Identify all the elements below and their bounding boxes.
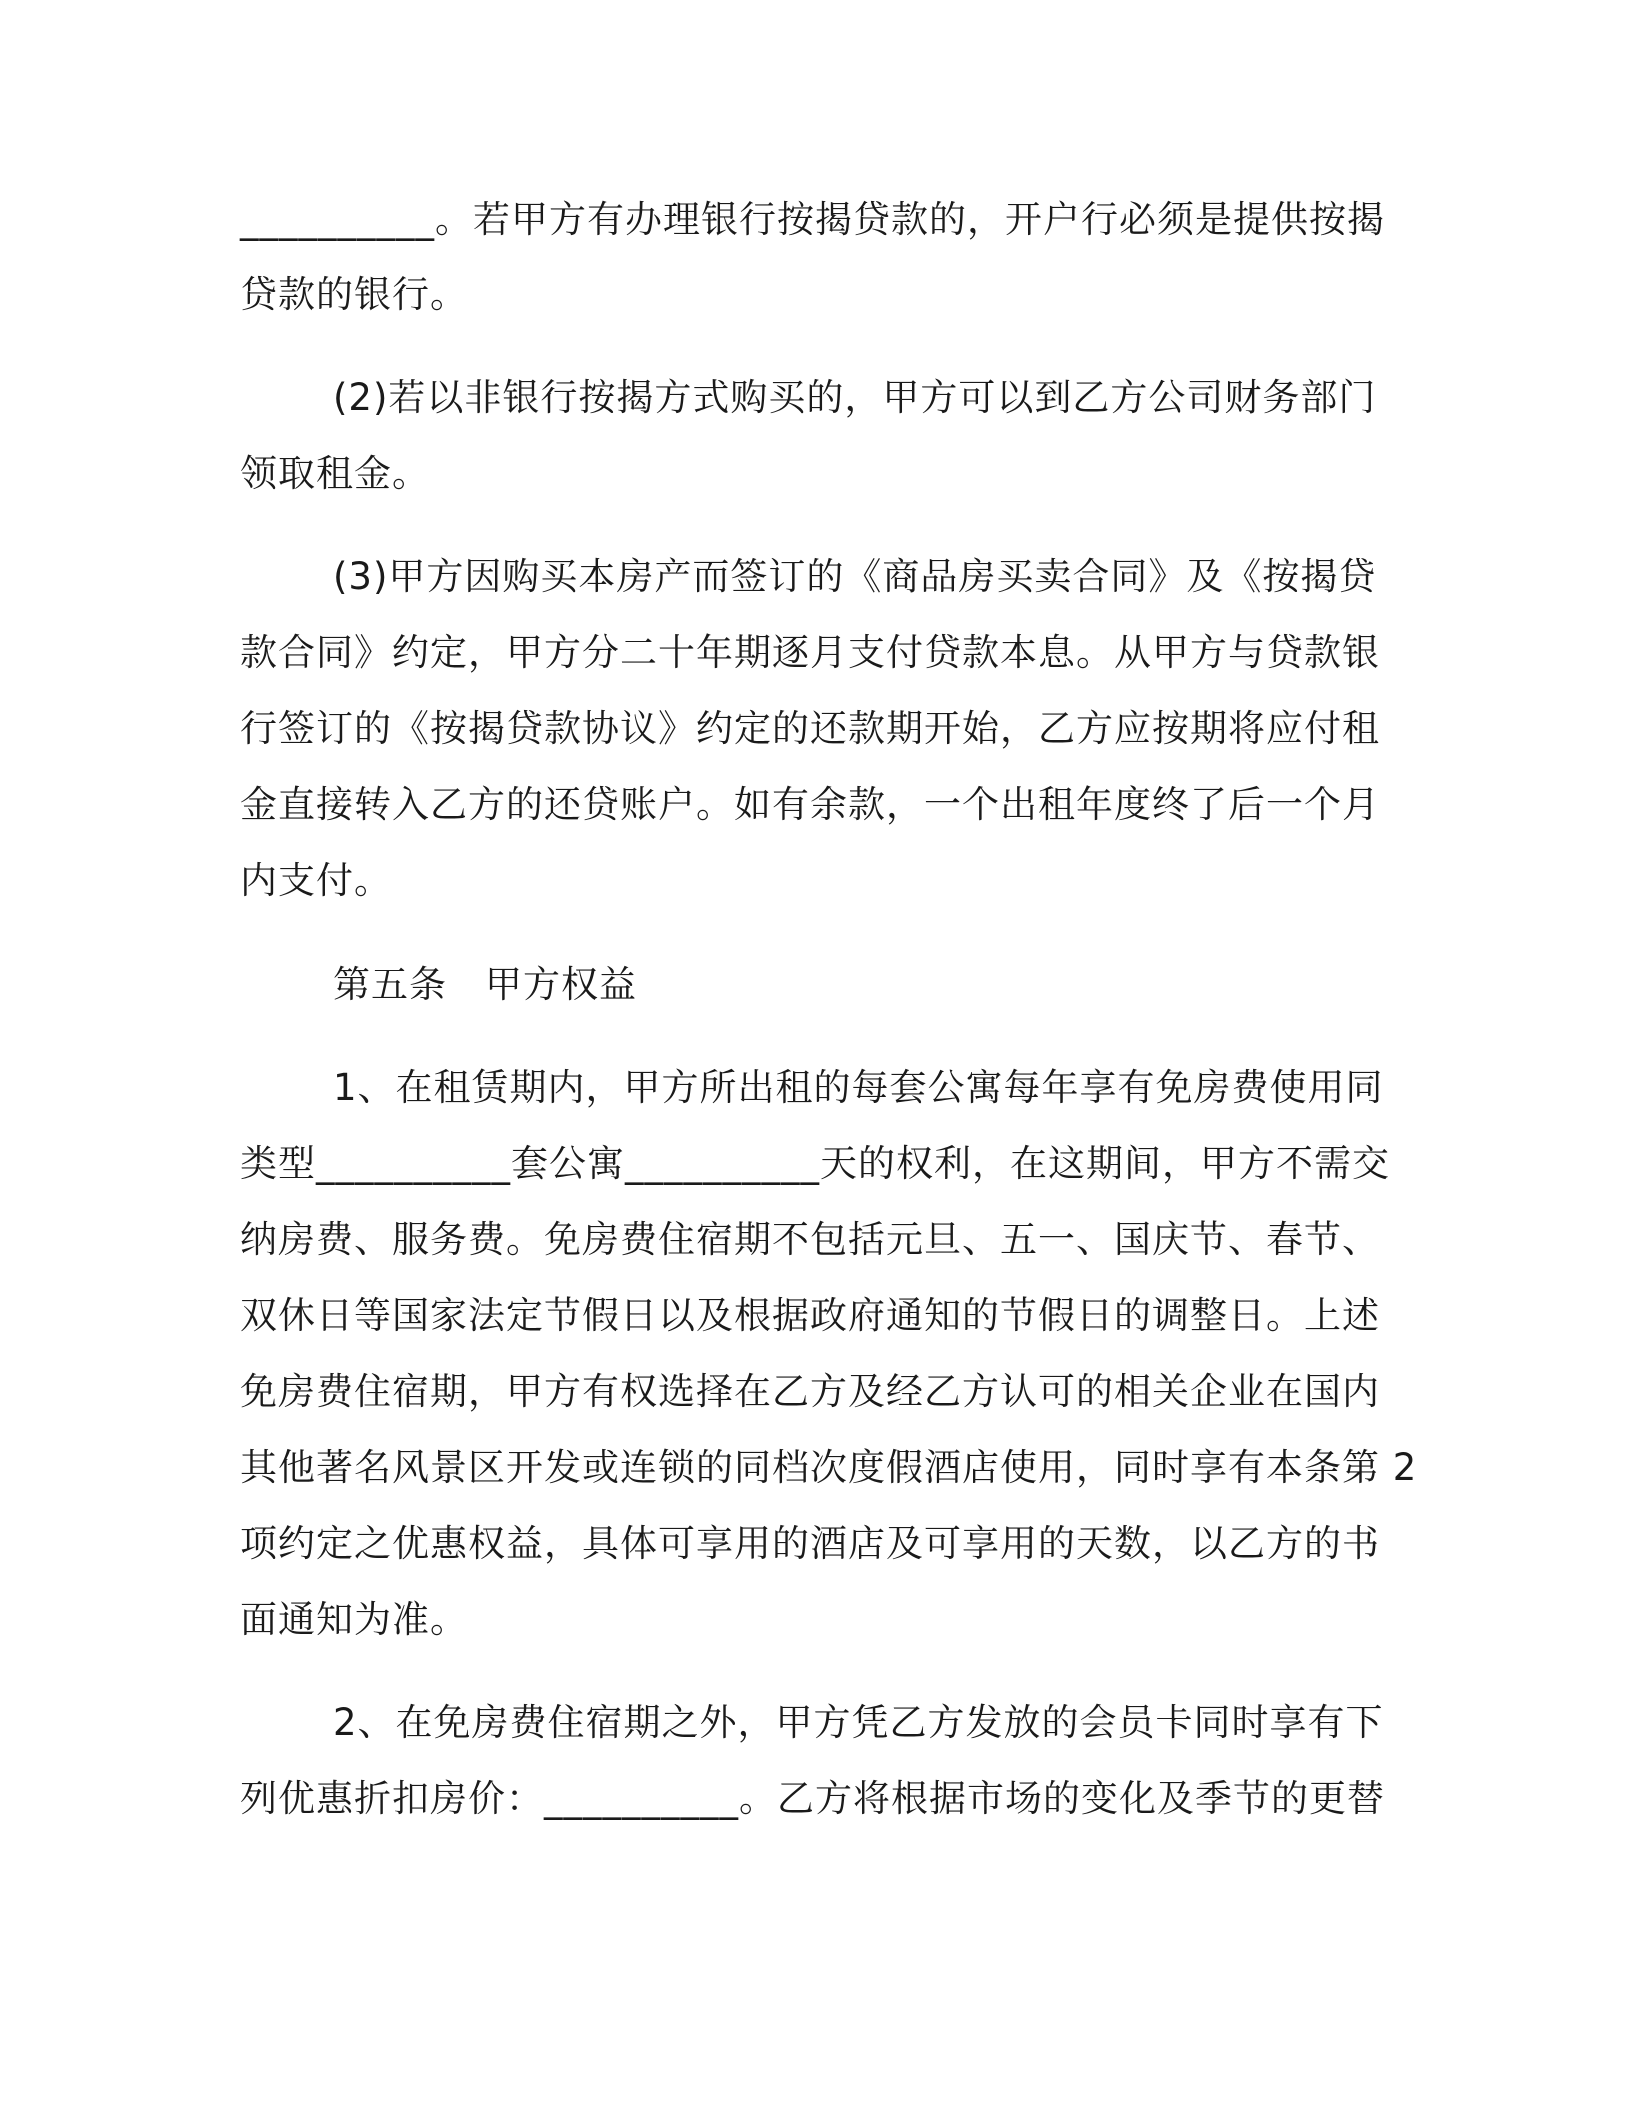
text-line: 贷款的银行。 bbox=[240, 273, 468, 316]
text-line: 其他著名风景区开发或连锁的同档次度假酒店使用，同时享有本条第 2 bbox=[240, 1446, 1418, 1489]
text-line: 行签订的《按揭贷款协议》约定的还款期开始，乙方应按期将应付租 bbox=[240, 707, 1380, 750]
text-line: 款合同》约定，甲方分二十年期逐月支付贷款本息。从甲方与贷款银 bbox=[240, 631, 1380, 674]
text-line: 纳房费、服务费。免房费住宿期不包括元旦、五一、国庆节、春节、 bbox=[240, 1218, 1380, 1261]
text-line: 双休日等国家法定节假日以及根据政府通知的节假日的调整日。上述 bbox=[240, 1294, 1380, 1337]
text-line: 金直接转入乙方的还贷账户。如有余款，一个出租年度终了后一个月 bbox=[240, 783, 1380, 826]
text-line: 内支付。 bbox=[240, 859, 392, 902]
paragraph-2-first-line: (2)若以非银行按揭方式购买的，甲方可以到乙方公司财务部门 bbox=[333, 376, 1377, 419]
text-line: __________。若甲方有办理银行按揭贷款的，开户行必须是提供按揭 bbox=[240, 198, 1385, 241]
clause-1-first-line: 1、在租赁期内，甲方所出租的每套公寓每年享有免房费使用同 bbox=[333, 1066, 1384, 1109]
text-line: 类型__________套公寓__________天的权利，在这期间，甲方不需交 bbox=[240, 1142, 1390, 1185]
paragraph-3-first-line: (3)甲方因购买本房产而签订的《商品房买卖合同》及《按揭贷 bbox=[333, 555, 1377, 598]
text-line: 免房费住宿期，甲方有权选择在乙方及经乙方认可的相关企业在国内 bbox=[240, 1370, 1380, 1413]
text-line: 列优惠折扣房价：__________。乙方将根据市场的变化及季节的更替 bbox=[240, 1777, 1385, 1820]
text-line: 面通知为准。 bbox=[240, 1598, 468, 1641]
section-heading: 第五条 甲方权益 bbox=[333, 963, 637, 1006]
clause-2-first-line: 2、在免房费住宿期之外，甲方凭乙方发放的会员卡同时享有下 bbox=[333, 1701, 1384, 1744]
text-line: 领取租金。 bbox=[240, 452, 430, 495]
text-line: 项约定之优惠权益，具体可享用的酒店及可享用的天数，以乙方的书 bbox=[240, 1522, 1380, 1565]
